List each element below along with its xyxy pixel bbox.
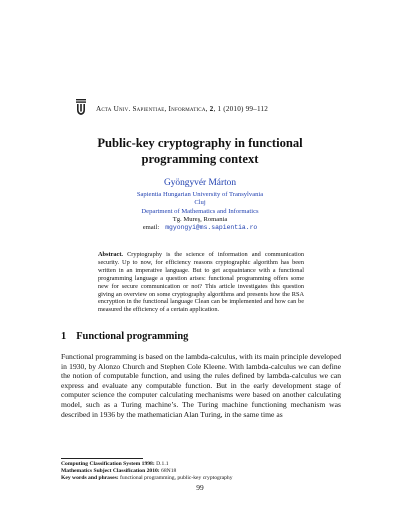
- footnotes: [61, 461, 351, 482]
- journal-issue: , 1 (2010) 99–112: [213, 105, 269, 113]
- footnote-label: Computing Classification System 1998:: [61, 461, 155, 467]
- abstract: [98, 251, 304, 314]
- affiliation-town: Tg. Mureş, Romania: [172, 216, 228, 223]
- footnote-ccs: [61, 461, 351, 468]
- journal-name: Acta Univ. Sapientiae, Informatica,: [96, 105, 208, 113]
- paper-title: Public-key cryptography in functional programming context: [97, 136, 303, 166]
- footnote-value: functional programming, public-key cryptography: [118, 475, 233, 482]
- footnote-value: D.1.1: [154, 461, 169, 467]
- author-name[interactable]: Gyöngyvér Márton: [163, 178, 237, 188]
- abstract-text: Cryptography is the science of information and communication security. Up to now, for efficiency reasons cryptographic algorithm has been written in an imperative language. But to get acquaintance with a functional programming language a question arises: functional programming offers some new for secure communication or not? This article investigates this question giving an overview on some cryptography algorithms and presents how the RSA encryption in the functional language Clean can be implemented and how can be measured the efficiency of a certain application.: [98, 251, 304, 314]
- journal-header: [74, 102, 374, 116]
- section-heading: [61, 331, 188, 342]
- footnote-label: Key words and phrases:: [61, 475, 119, 482]
- journal-logo-icon: [74, 99, 88, 116]
- section-number: 1: [61, 331, 67, 342]
- email-row: [60, 224, 340, 233]
- email-label: email:: [142, 224, 160, 231]
- footnote-value: 68N18: [159, 468, 177, 475]
- journal-volume: 2: [209, 105, 214, 113]
- journal-citation: [96, 105, 268, 113]
- page-number: 99: [196, 483, 204, 492]
- section-title: Functional programming: [76, 331, 189, 342]
- footnote-rule: [61, 458, 143, 459]
- body-paragraph: Functional programming is based on the lambda-calculus, with its main principle developed in 1930, by Alonzo Church and Stephen Cole Kleene. With lambda-calculus we can define the notion of computable function, and using the rules defined by lambda-calculus we can express and evaluate any computable function. But in the early development stage of computer science the computer calculating mechanisms were based on another calculating model, such as a Turing machine’s. The Turing machine functioning mechanism was described in 1936 by the mathematician Alan Turing, in the same time as: [61, 352, 341, 419]
- email-link[interactable]: mgyongyi@ms.sapientia.ro: [165, 224, 258, 231]
- footnote-keywords: [61, 475, 351, 482]
- affiliation-university[interactable]: Sapientia Hungarian University of Transylvania: [136, 191, 264, 198]
- abstract-label: Abstract.: [98, 251, 124, 258]
- footnote-label: Mathematics Subject Classification 2010:: [61, 468, 160, 475]
- affiliation-city[interactable]: Cluj: [194, 199, 206, 206]
- affiliation-department[interactable]: Department of Mathematics and Informatics: [141, 208, 259, 215]
